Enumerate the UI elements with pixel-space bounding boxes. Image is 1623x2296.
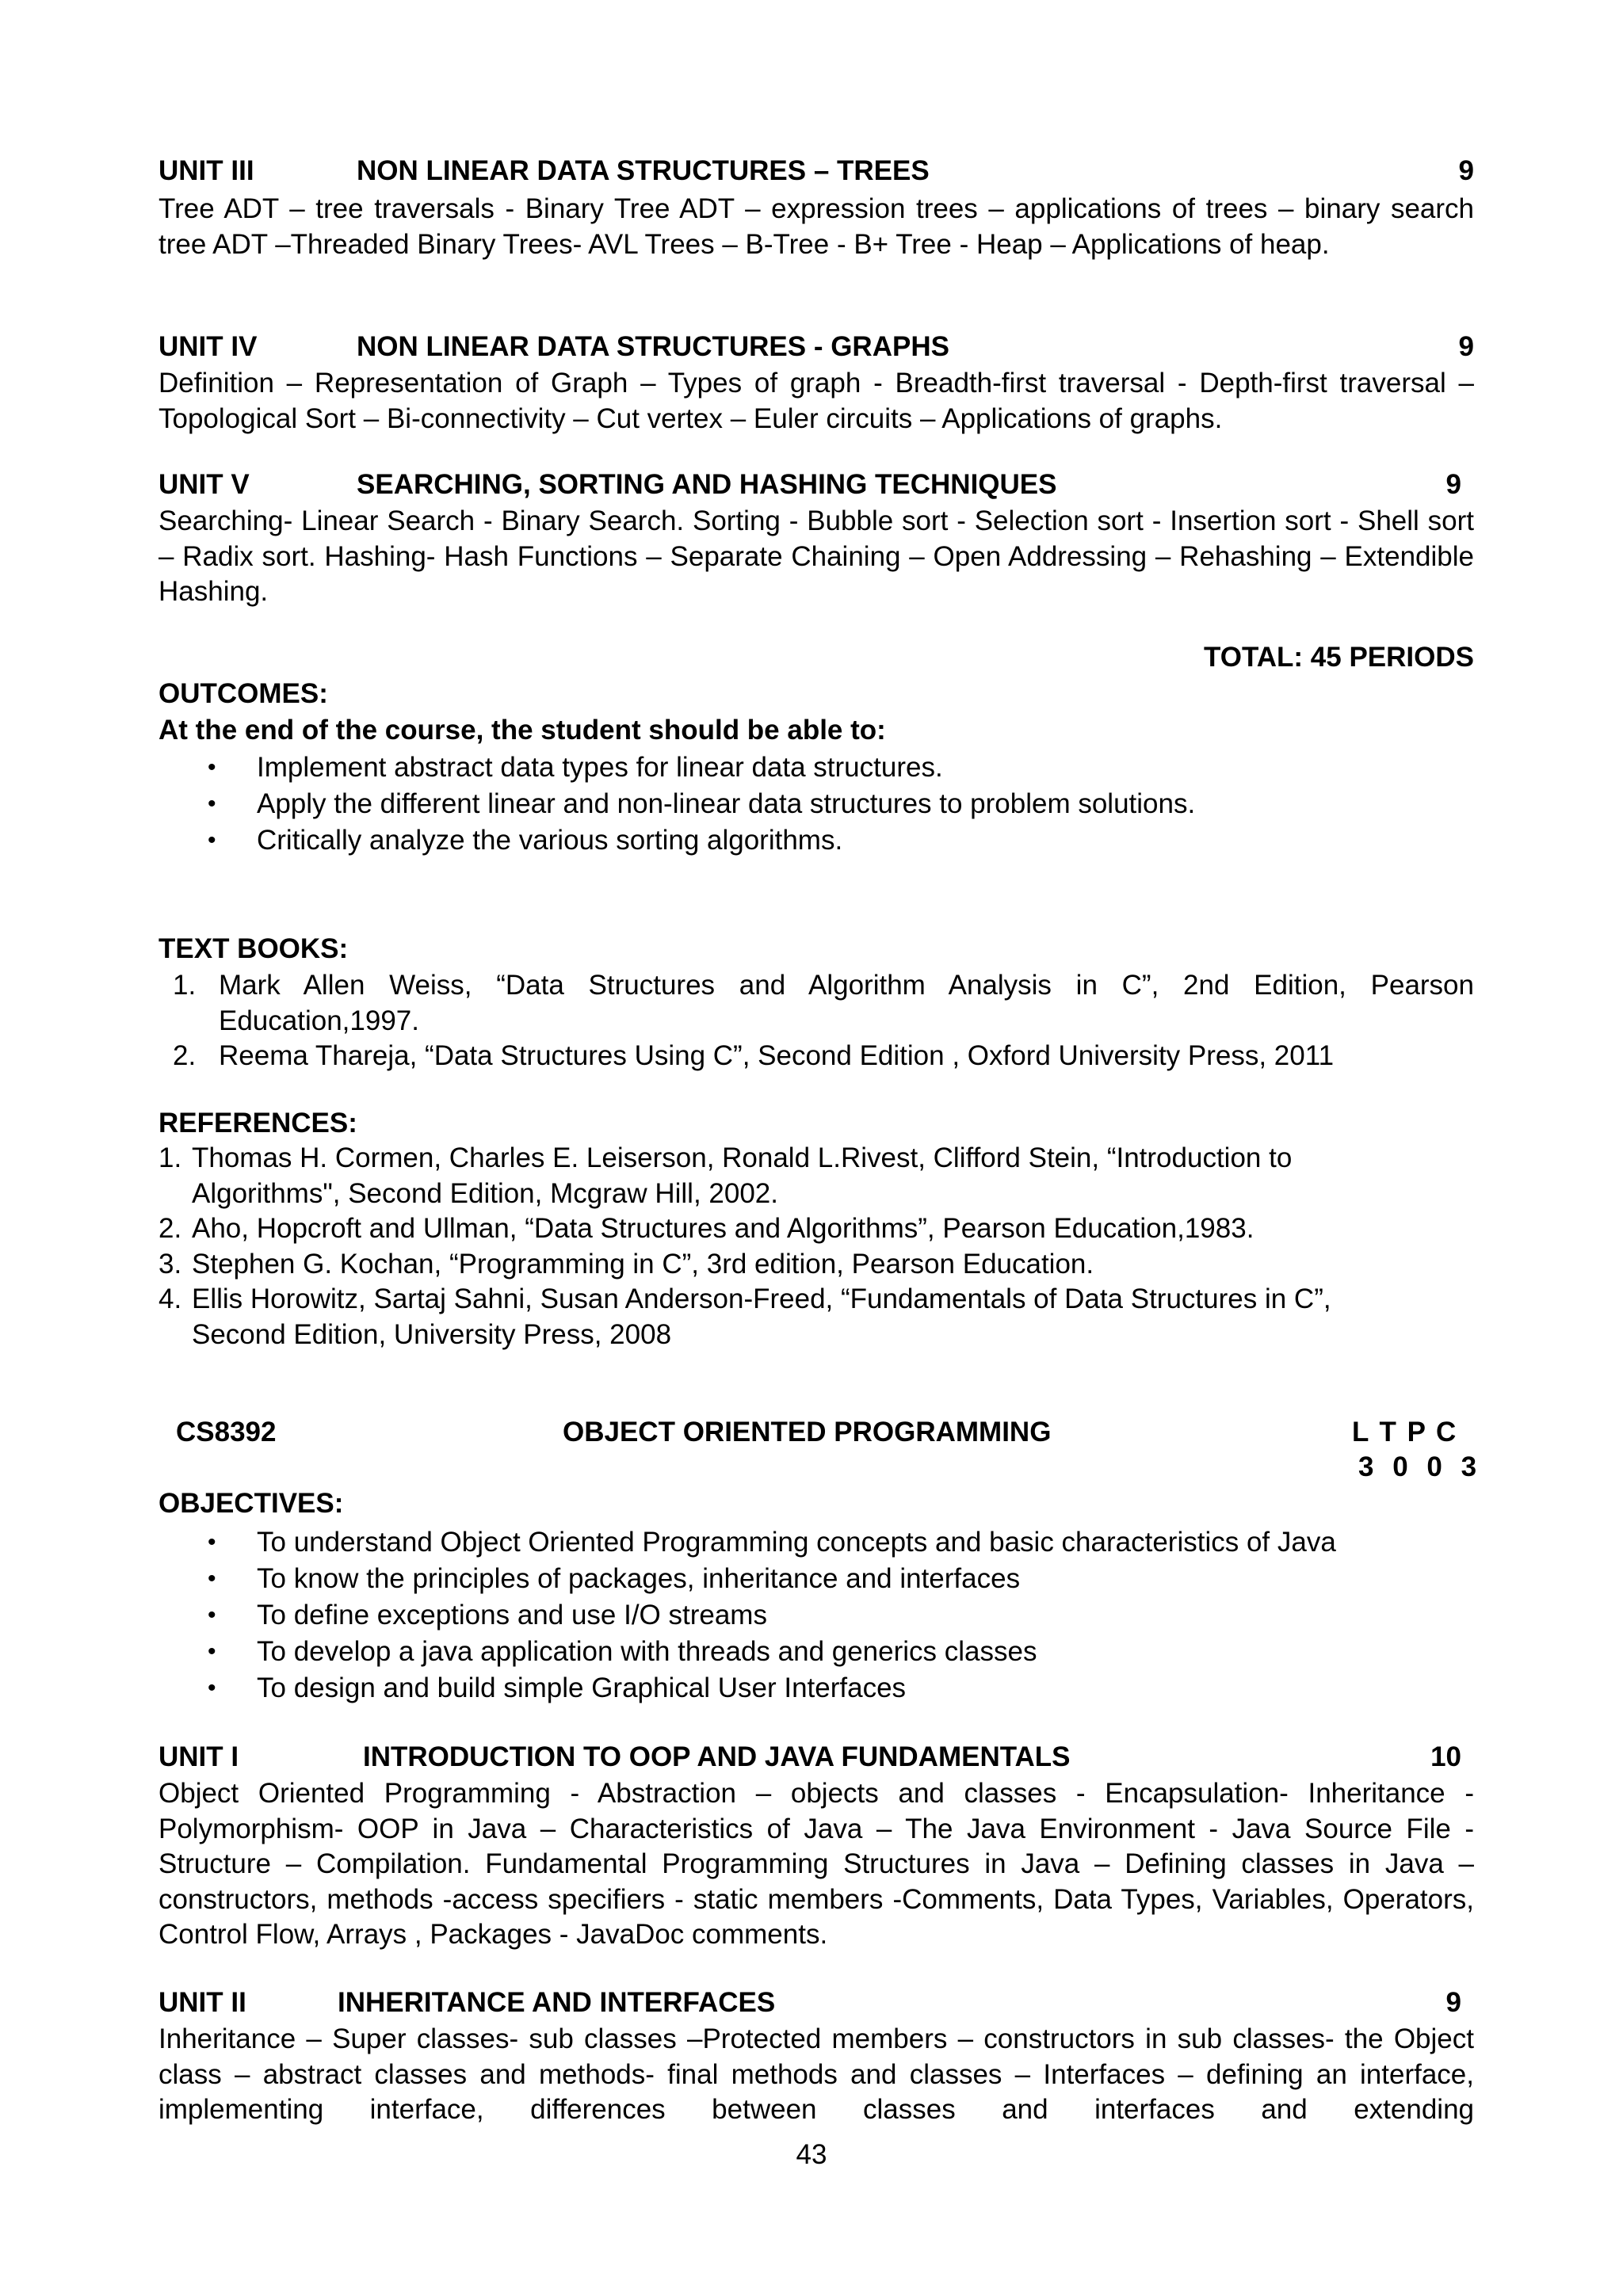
unit-body: Searching- Linear Search - Binary Search. Sorting - Bubble sort - Selection sort - Insertion sort - Shell sort – Radix sort. Hashing- Hash Functions – Separate Chaining – Open Addressing – Rehashing – Extendible Hashing. xyxy=(158,505,1474,607)
unit-body: Tree ADT – tree traversals - Binary Tree ADT – expression trees – applications of trees – binary search tree ADT –Threaded Binary Trees- AVL Trees – B-Tree - B+ Tree - Heap – Applications of heap. xyxy=(158,193,1474,260)
unit-title: NON LINEAR DATA STRUCTURES - GRAPHS xyxy=(357,331,949,362)
item-text: Thomas H. Cormen, Charles E. Leiserson, Ronald L.Rivest, Clifford Stein, “Introduction to xyxy=(192,1142,1293,1173)
unit-label: UNIT IV xyxy=(158,331,258,362)
unit-hours: 9 xyxy=(1458,331,1474,362)
item-number: 1. xyxy=(158,1142,182,1173)
unit-label: UNIT III xyxy=(158,155,254,186)
unit-hours: 9 xyxy=(1458,155,1474,186)
item-text: Mark Allen Weiss, “Data Structures and Algorithm Analysis in C”, 2nd Edition, Pearson xyxy=(219,970,1474,1001)
unit-title: INHERITANCE AND INTERFACES xyxy=(338,1987,776,2018)
item-text: Stephen G. Kochan, “Programming in C”, 3rd edition, Pearson Education. xyxy=(192,1248,1094,1280)
unit-body: Inheritance – Super classes- sub classes –Protected members – constructors in sub classes- the Object class – abstract classes and methods- final methods and classes – Interfaces – defining an interface, implementing interface, differences between classes and interfaces and extending xyxy=(158,2023,1474,2125)
item-number: 3. xyxy=(158,1248,182,1280)
outcomes-list xyxy=(158,749,1474,859)
unit-heading xyxy=(158,1987,1474,2019)
unit-hours: 9 xyxy=(1445,469,1461,500)
unit-body: Definition – Representation of Graph – Types of graph - Breadth-first traversal - Depth-first traversal – Topological Sort – Bi-connectivity – Cut vertex – Euler circuits – Applications of graphs. xyxy=(158,368,1474,434)
text-books-list xyxy=(173,968,1474,1074)
item-number: 2. xyxy=(158,1213,182,1244)
unit-label: UNIT II xyxy=(158,1987,246,2018)
item-text: Aho, Hopcroft and Ullman, “Data Structures and Algorithms”, Pearson Education,1983. xyxy=(192,1213,1254,1244)
unit-title: NON LINEAR DATA STRUCTURES – TREES xyxy=(357,155,930,186)
text-books-heading: TEXT BOOKS: xyxy=(158,933,349,964)
unit-title: INTRODUCTION TO OOP AND JAVA FUNDAMENTALS xyxy=(363,1741,1071,1772)
list-item: • Apply the different linear and non-linear data structures to problem solutions. xyxy=(158,786,1474,822)
objectives-list xyxy=(158,1524,1474,1707)
list-item: • To define exceptions and use I/O streams xyxy=(158,1597,1474,1634)
outcomes-intro: At the end of the course, the student should be able to: xyxy=(158,715,886,746)
total-periods: TOTAL: 45 PERIODS xyxy=(1204,642,1474,673)
unit-title: SEARCHING, SORTING AND HASHING TECHNIQUES xyxy=(357,469,1057,500)
unit-label: UNIT I xyxy=(158,1741,239,1772)
outcomes-heading: OUTCOMES: xyxy=(158,678,328,709)
list-item xyxy=(158,1211,1474,1247)
list-item: • Critically analyze the various sorting algorithms. xyxy=(158,822,1474,859)
unit-hours: 9 xyxy=(1445,1987,1461,2018)
item-text: Ellis Horowitz, Sartaj Sahni, Susan Anderson-Freed, “Fundamentals of Data Structures in C”, xyxy=(192,1283,1331,1314)
unit-hours: 10 xyxy=(1430,1741,1461,1772)
objectives-heading: OBJECTIVES: xyxy=(158,1488,344,1519)
unit-heading xyxy=(158,469,1474,501)
unit-heading xyxy=(158,1741,1474,1773)
list-item: • To design and build simple Graphical User Interfaces xyxy=(158,1670,1474,1707)
item-text-continued: Education,1997. xyxy=(219,1005,419,1036)
unit-body: Object Oriented Programming - Abstraction – objects and classes - Encapsulation- Inheritance - Polymorphism- OOP in Java – Characteristics of Java – The Java Environment - Java Source File -Structure – Compilation. Fundamental Programming Structures in Java – Defining classes in Java – constructors, methods -access specifiers - static members -Comments, Data Types, Variables, Operators, Control Flow, Arrays , Packages - JavaDoc comments. xyxy=(158,1778,1474,1950)
list-item xyxy=(173,968,1474,1039)
ltpc-values: 3 0 0 3 xyxy=(1358,1451,1480,1482)
references-heading: REFERENCES: xyxy=(158,1108,357,1138)
item-text-continued: Algorithms", Second Edition, Mcgraw Hill, 2002. xyxy=(192,1177,778,1209)
item-text: Reema Thareja, “Data Structures Using C”, Second Edition , Oxford University Press, 2011 xyxy=(219,1040,1335,1071)
list-item: • To know the principles of packages, inheritance and interfaces xyxy=(158,1561,1474,1597)
references-list xyxy=(158,1141,1474,1352)
list-item xyxy=(158,1247,1474,1283)
item-number: 1. xyxy=(173,970,197,1001)
unit-heading xyxy=(158,331,1474,363)
list-item: • Implement abstract data types for linear data structures. xyxy=(158,749,1474,786)
unit-heading xyxy=(158,155,1474,187)
list-item: • To develop a java application with threads and generics classes xyxy=(158,1634,1474,1670)
list-item xyxy=(158,1282,1474,1352)
item-text-continued: Second Edition, University Press, 2008 xyxy=(192,1318,672,1350)
item-number: 4. xyxy=(158,1283,182,1314)
list-item xyxy=(173,1039,1474,1074)
course-code: CS8392 xyxy=(176,1417,277,1447)
list-item: • To understand Object Oriented Programming concepts and basic characteristics of Java xyxy=(158,1524,1474,1561)
item-number: 2. xyxy=(173,1040,197,1071)
ltpc-label: L T P C xyxy=(1352,1417,1457,1447)
list-item xyxy=(158,1141,1474,1211)
unit-label: UNIT V xyxy=(158,469,250,500)
course-title: OBJECT ORIENTED PROGRAMMING xyxy=(563,1417,1052,1447)
page-number: 43 xyxy=(796,2139,827,2170)
